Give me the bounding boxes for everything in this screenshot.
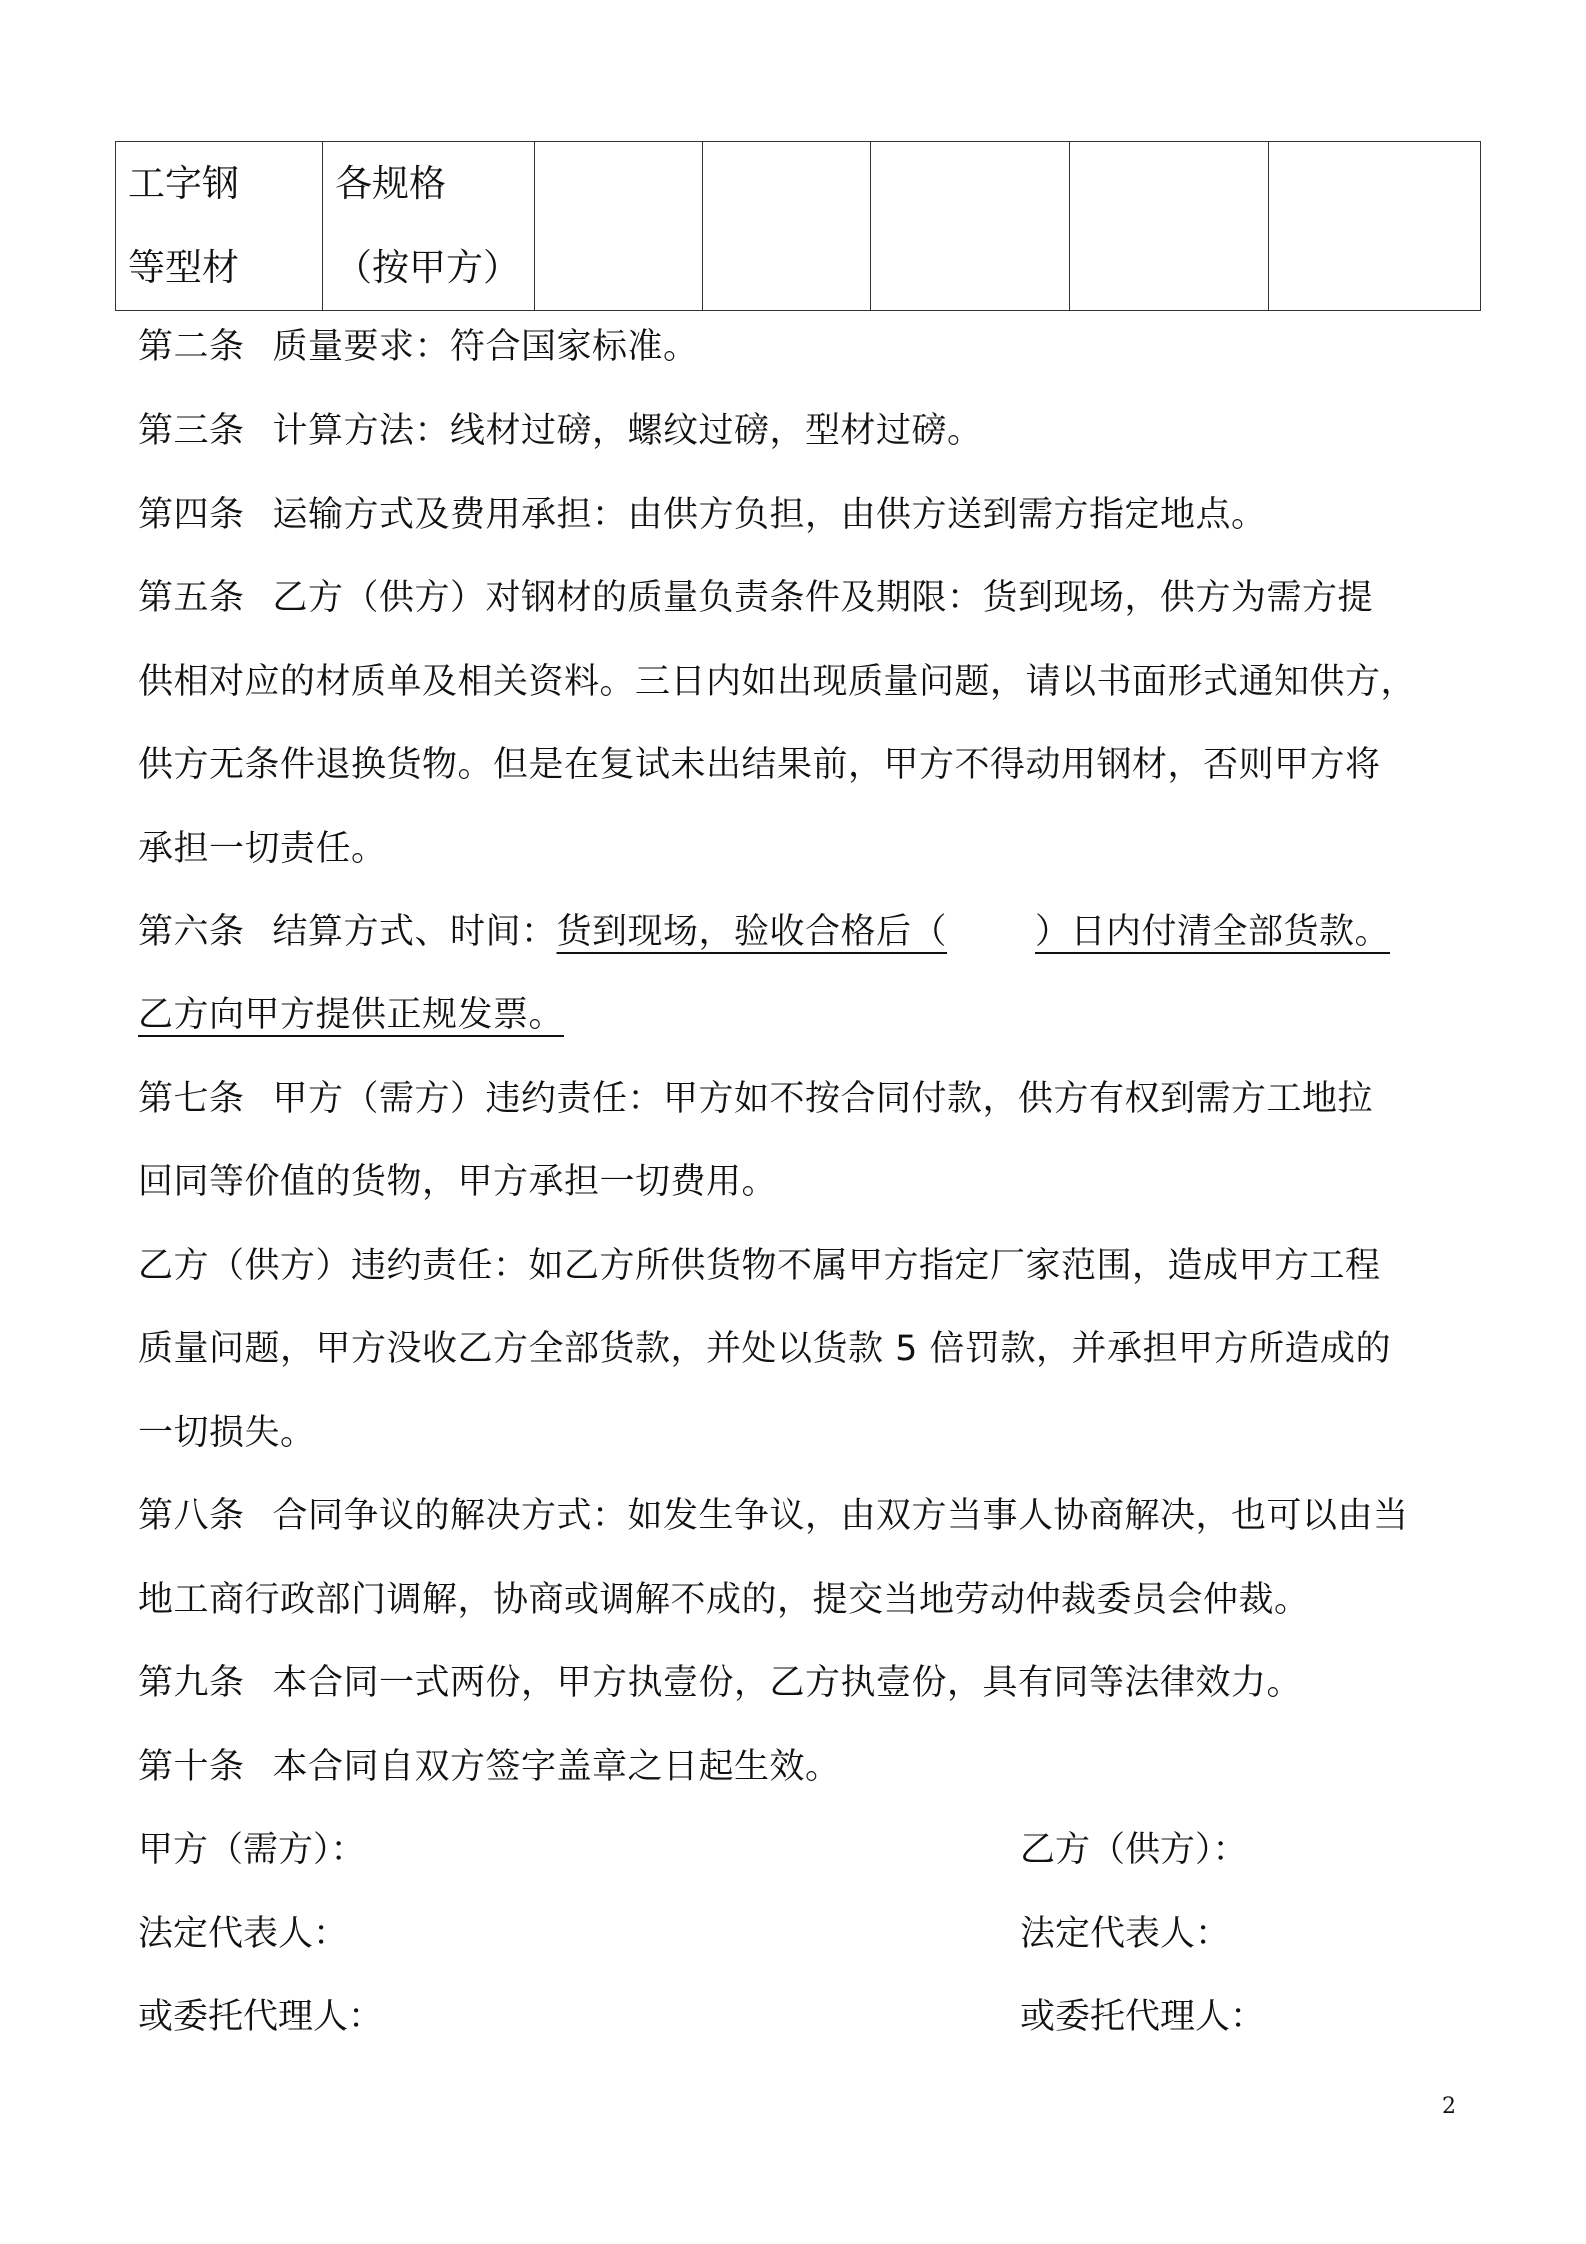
clause-7b-cont: 一切损失。 <box>138 1413 316 1453</box>
material-spec-table <box>115 141 1481 311</box>
clause-8 <box>138 1494 1409 1538</box>
clause-2 <box>138 325 699 369</box>
clause-6-cont <box>138 993 564 1037</box>
page-number: 2 <box>1442 2094 1456 2119</box>
clause-7b: 乙方（供方）违约责任：如乙方所供货物不属甲方指定厂家范围，造成甲方工程 <box>138 1246 1381 1286</box>
cell-text: （按甲方） <box>335 246 520 289</box>
party-b-label: 乙方（供方）： <box>1020 1830 1248 1870</box>
rep-b-label: 法定代表人： <box>1020 1914 1231 1954</box>
cell-text: 各规格 <box>335 162 446 205</box>
agent-a-label: 或委托代理人： <box>138 1997 384 2037</box>
clause-5-cont: 供相对应的材质单及相关资料。三日内如出现质量问题，请以书面形式通知供方， <box>138 662 1417 702</box>
table-cell-empty <box>1070 142 1269 311</box>
table-cell-empty <box>871 142 1070 311</box>
clause-text: 运输方式及费用承担：由供方负担，由供方送到需方指定地点。 <box>272 495 1267 535</box>
clause-heading: 第九条 <box>138 1663 245 1703</box>
table-cell-empty <box>535 142 703 311</box>
clause-heading: 第二条 <box>138 327 245 367</box>
clause-text: 结算方式、时间： <box>272 912 557 952</box>
clause-7b-cont: 质量问题，甲方没收乙方全部货款，并处以货款 5 倍罚款，并承担甲方所造成的 <box>138 1329 1392 1369</box>
table-cell-empty <box>1269 142 1481 311</box>
clause-7 <box>138 1077 1373 1121</box>
clause-heading: 第八条 <box>138 1496 245 1536</box>
clause-10 <box>138 1745 841 1789</box>
fill-text-b: ）日内付清全部货款。 <box>1035 912 1391 952</box>
invoice-text: 乙方向甲方提供正规发票。 <box>138 995 565 1035</box>
clause-heading: 第六条 <box>138 912 245 952</box>
clause-5-cont: 供方无条件退换货物。但是在复试未出结果前，甲方不得动用钢材，否则甲方将 <box>138 745 1381 785</box>
clause-text: 乙方（供方）对钢材的质量负责条件及期限：货到现场，供方为需方提 <box>272 578 1374 618</box>
clause-5 <box>138 576 1373 620</box>
table-cell-material <box>116 142 323 311</box>
party-a-label: 甲方（需方）： <box>138 1830 366 1870</box>
table-cell-spec <box>323 142 535 311</box>
clause-8-cont: 地工商行政部门调解，协商或调解不成的，提交当地劳动仲裁委员会仲裁。 <box>138 1580 1310 1620</box>
clause-heading: 第七条 <box>138 1079 245 1119</box>
clause-text: 甲方（需方）违约责任：甲方如不按合同付款，供方有权到需方工地拉 <box>272 1079 1374 1119</box>
fill-text-a: 货到现场，验收合格后（ <box>556 912 948 952</box>
clause-3 <box>138 409 983 453</box>
clause-5-cont: 承担一切责任。 <box>138 829 387 869</box>
clause-heading: 第四条 <box>138 495 245 535</box>
clause-4 <box>138 493 1267 537</box>
clause-heading: 第五条 <box>138 578 245 618</box>
table-row <box>116 142 1481 311</box>
agent-b-label: 或委托代理人： <box>1020 1997 1266 2037</box>
rep-a-label: 法定代表人： <box>138 1914 349 1954</box>
days-blank <box>947 910 1035 954</box>
cell-text: 等型材 <box>128 246 239 289</box>
clause-text: 质量要求：符合国家标准。 <box>272 327 699 367</box>
table-cell-empty <box>703 142 871 311</box>
clause-heading: 第十条 <box>138 1747 245 1787</box>
clause-6 <box>138 910 1390 954</box>
clause-text: 计算方法：线材过磅，螺纹过磅，型材过磅。 <box>272 411 983 451</box>
settlement-fill-text <box>557 912 1391 952</box>
clause-heading: 第三条 <box>138 411 245 451</box>
cell-text: 工字钢 <box>128 162 239 205</box>
clause-text: 本合同一式两份，甲方执壹份，乙方执壹份，具有同等法律效力。 <box>272 1663 1303 1703</box>
clause-9 <box>138 1661 1302 1705</box>
clause-text: 合同争议的解决方式：如发生争议，由双方当事人协商解决，也可以由当 <box>272 1496 1409 1536</box>
clause-7-cont: 回同等价值的货物，甲方承担一切费用。 <box>138 1162 778 1202</box>
clause-text: 本合同自双方签字盖章之日起生效。 <box>272 1747 841 1787</box>
